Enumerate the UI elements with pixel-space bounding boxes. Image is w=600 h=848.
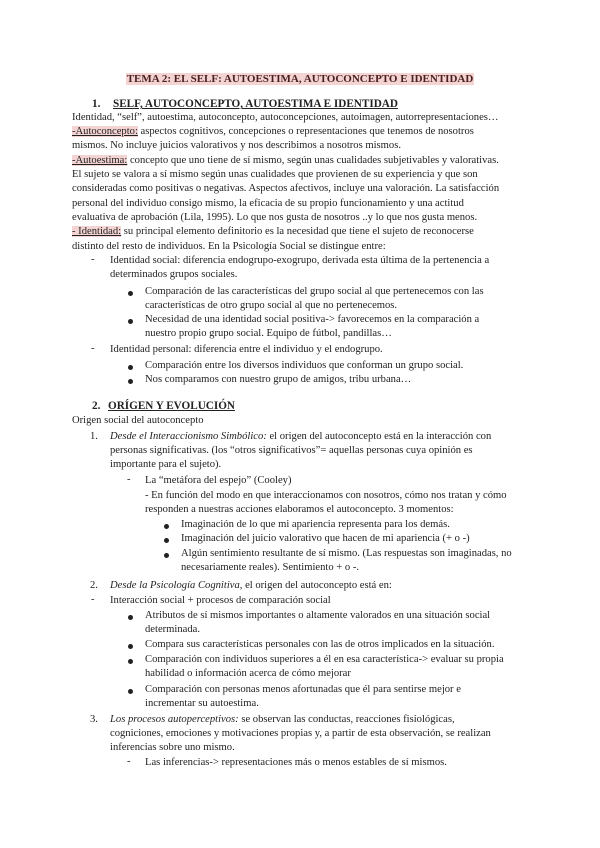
identidad-social-line-1: Identidad social: diferencia endogrupo-exogrupo, derivada esta última de la pertenencia a [110,255,490,266]
page-title: TEMA 2: EL SELF: AUTOESTIMA, AUTOCONCEPTO E IDENTIDAD [126,73,474,85]
point-1-number: 1. [90,431,98,442]
autoestima-line-3: consideradas como positivas o negativas. Aspectos afectivos, incluye una valoración. La satisfacción [72,183,500,194]
point-2-bullet-2: Compara sus características personales con las de otros implicados en la situación. [145,639,495,650]
point-1-sub-2-line-1: - En función del modo en que interaccionamos con nosotros, cómo nos tratan y cómo [145,490,507,501]
personal-bullet-2: Nos comparamos con nuestro grupo de amigos, tribu urbana… [145,374,412,385]
point-2-bullet-4-line-1: Comparación con personas menos afortunadas que él para sentirse mejor e [145,684,461,695]
section-1-number: 1. [92,98,101,110]
social-bullet-1-line-2: características de otro grupo social al que no pertenecemos. [145,300,398,311]
point-1-bullet-3-line-2: necesariamente reales). Sentimiento + o -. [181,562,360,573]
bullet-icon [164,538,169,543]
autoconcepto-line-2: mismos. No incluye juicios valorativos y nos describimos a nosotros mismos. [72,140,401,151]
point-2-bullet-3-line-1: Comparación con individuos superiores a él en esa característica-> evaluar su propia [145,654,504,665]
autoestima-line-4: personal del individuo consigo mismo, la eficacia de su propio funcionamiento y una actitud [72,198,464,209]
dash-marker: - [127,756,131,767]
point-1-line-2: personas significativas. (los “otros significativos”= aquellas personas cuya opinión es [110,445,473,456]
section-1-intro: Identidad, “self”, autoestima, autoconcepto, autoconcepciones, autoimagen, autorrepresentaciones… [72,112,499,123]
point-2-bullet-1-line-1: Atributos de sí mismos importantes o altamente valorados en una situación social [145,610,491,621]
section-2-heading: ORÍGEN Y EVOLUCIÓN [108,400,235,412]
dash-marker: - [127,474,131,485]
social-bullet-1-line-1: Comparación de las características del grupo social al que pertenecemos con las [145,286,484,297]
point-3-line-2: cogniciones, emociones y motivaciones propias y, a partir de esta observación, se realizan [110,728,491,739]
dash-marker: - [91,254,95,265]
point-2-bullet-4-line-2: incrementar su autoestima. [145,698,259,709]
personal-bullet-1: Comparación entre los diversos individuos que conforman un grupo social. [145,360,464,371]
point-2-dash: Interacción social + procesos de comparación social [110,595,331,606]
section-2-number: 2. [92,400,101,412]
bullet-icon [128,644,133,649]
bullet-icon [128,379,133,384]
point-3-dash: Las inferencias-> representaciones más o menos estables de sí mismos. [145,757,447,768]
dash-marker: - [91,594,95,605]
point-1-sub-1: La “metáfora del espejo” (Cooley) [145,475,292,486]
point-1-line-1: Desde el Interaccionismo Simbólico: el origen del autoconcepto está en la interacción con [110,431,492,442]
point-2-bullet-1-line-2: determinada. [145,624,201,635]
point-2-bullet-3-line-2: habilidad o información acerca de cómo mejorar [145,668,351,679]
autoestima-line-2: El sujeto se valora a sí mismo según unas cualidades que provienen de su experiencia y que son [72,169,478,180]
point-2-line: Desde la Psicología Cognitiva, el origen del autoconcepto está en: [110,580,392,591]
bullet-icon [128,291,133,296]
point-1-sub-2-line-2: responden a nuestras acciones elaboramos el autoconcepto. 3 momentos: [145,504,454,515]
identidad-social-line-2: determinados grupos sociales. [110,269,238,280]
point-1-bullet-3-line-1: Algún sentimiento resultante de sí mismo. (Las respuestas son imaginadas, no [181,548,512,559]
bullet-icon [128,659,133,664]
bullet-icon [128,689,133,694]
autoestima-line-5: evaluativa de aprobación (Lila, 1995). Lo que nos gusta de nosotros ..y lo que nos gusta menos. [72,212,478,223]
identidad-line-2: distinto del resto de individuos. En la Psicología Social se distingue entre: [72,241,386,252]
autoconcepto-line-1: -Autoconcepto: aspectos cognitivos, concepciones o representaciones que tenemos de nosotros [72,126,474,137]
bullet-icon [164,524,169,529]
identidad-personal-line: Identidad personal: diferencia entre el individuo y el endogrupo. [110,344,383,355]
bullet-icon [128,615,133,620]
point-2-number: 2. [90,580,98,591]
point-3-number: 3. [90,714,98,725]
point-3-line-1: Los procesos autoperceptivos: se observan las conductas, reacciones fisiológicas, [110,714,455,725]
identidad-line-1: - Identidad: su principal elemento definitorio es la necesidad que tiene el sujeto de reconocerse [72,226,474,237]
section-2-intro: Origen social del autoconcepto [72,415,204,426]
section-1-heading: SELF, AUTOCONCEPTO, AUTOESTIMA E IDENTIDAD [113,98,398,110]
social-bullet-2-line-2: nuestro propio grupo social. Equipo de fútbol, pandillas… [145,328,392,339]
social-bullet-2-line-1: Necesidad de una identidad social positiva-> favorecemos en la comparación a [145,314,480,325]
point-3-line-3: inferencias sobre uno mismo. [110,742,235,753]
point-1-bullet-1: Imaginación de lo que mi apariencia representa para los demás. [181,519,450,530]
point-1-line-3: importante para el sujeto). [110,459,222,470]
bullet-icon [128,365,133,370]
bullet-icon [128,319,133,324]
bullet-icon [164,553,169,558]
point-1-bullet-2: Imaginación del juicio valorativo que hacen de mi apariencia (+ o -) [181,533,470,544]
autoestima-line-1: -Autoestima: concepto que uno tiene de sí mismo, según unas cualidades subjetivables y valorativas. [72,155,499,166]
dash-marker: - [91,343,95,354]
